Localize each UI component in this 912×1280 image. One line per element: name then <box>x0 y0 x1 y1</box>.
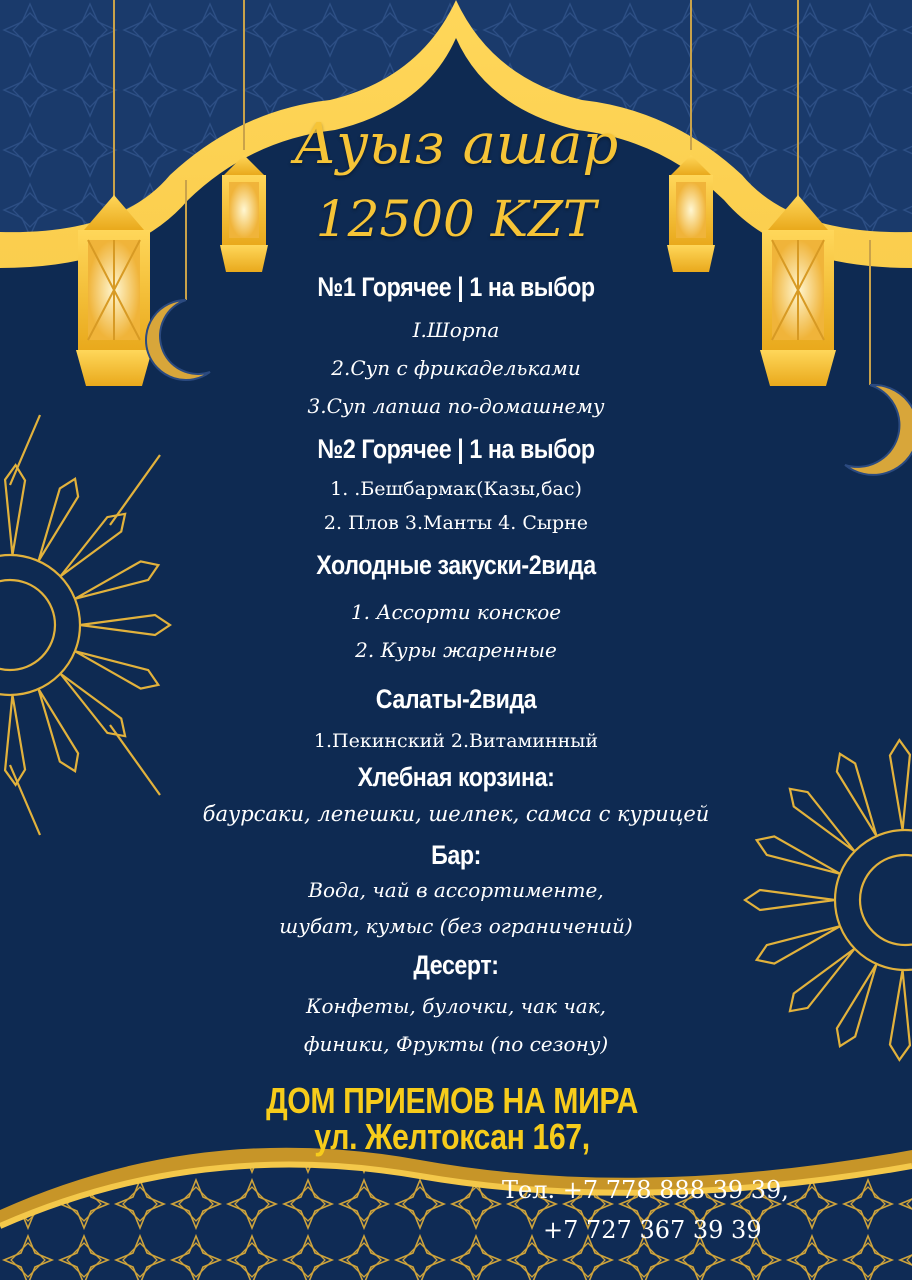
phone-number-2[interactable]: +7 727 367 39 39 <box>543 1216 762 1244</box>
menu-item: 1. Ассорти конское <box>350 600 562 624</box>
menu-item: Вода, чай в ассортименте, <box>308 878 604 902</box>
section-heading-cold: Холодные закуски-2вида <box>316 550 596 580</box>
menu-item: 3.Суп лапша по-домашнему <box>307 394 605 418</box>
menu-item: 2. Куры жаренные <box>355 638 557 662</box>
phone-number-1[interactable]: Тел. +7 778 888 39 39, <box>502 1176 789 1204</box>
menu-item: финики, Фрукты (по сезону) <box>303 1032 609 1056</box>
venue-name: ДОМ ПРИЕМОВ НА МИРА <box>266 1080 638 1121</box>
menu-item: шубат, кумыс (без ограничений) <box>279 914 633 938</box>
event-title: Ауыз ашар <box>293 112 619 177</box>
menu-item: 1. .Бешбармак(Казы,бас) <box>330 478 582 500</box>
section-heading-salads: Салаты-2вида <box>375 684 537 714</box>
menu-item: I.Шорпа <box>412 318 500 342</box>
menu-item: Конфеты, булочки, чак чак, <box>305 994 607 1018</box>
menu-item: 1.Пекинский 2.Витаминный <box>313 730 599 752</box>
section-heading-hot2: №2 Горячее | 1 на выбор <box>317 434 595 464</box>
menu-item: 2. Плов 3.Манты 4. Сырне <box>323 512 589 534</box>
venue-address: ул. Желтоксан 167, <box>314 1116 590 1157</box>
section-heading-bar: Бар: <box>431 840 481 870</box>
section-heading-bread: Хлебная корзина: <box>357 762 555 792</box>
menu-item: 2.Суп с фрикадельками <box>331 356 581 380</box>
section-heading-hot1: №1 Горячее | 1 на выбор <box>317 272 595 302</box>
section-heading-dessert: Десерт: <box>413 950 499 980</box>
price: 12500 KZT <box>315 190 597 248</box>
menu-item: баурсаки, лепешки, шелпек, самса с курицей <box>202 802 710 826</box>
